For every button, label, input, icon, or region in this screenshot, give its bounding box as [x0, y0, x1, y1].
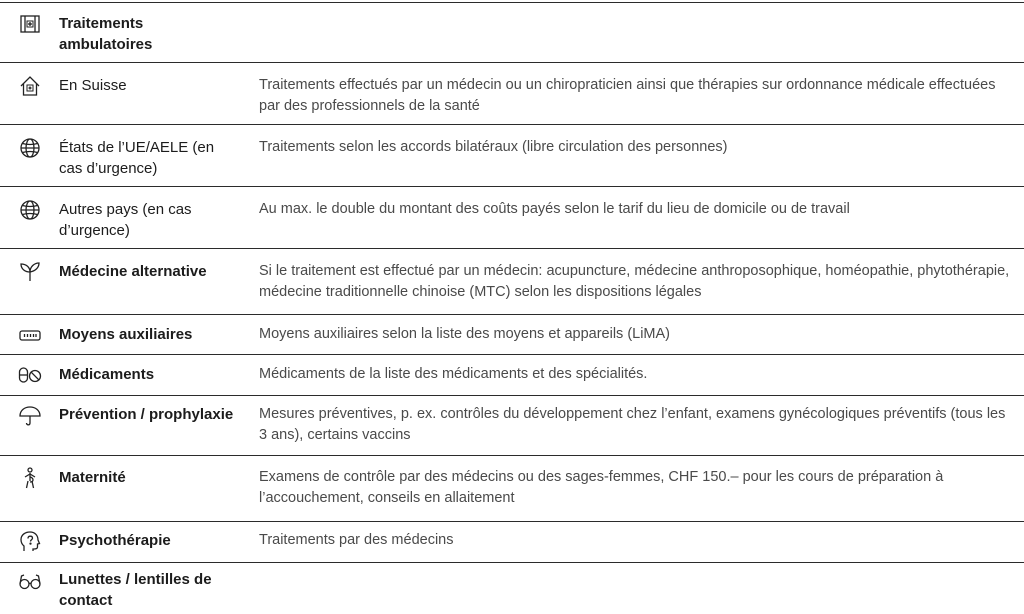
row-label: Traitements ambulatoires [59, 15, 153, 53]
row-label: Prévention / prophylaxie [59, 406, 234, 423]
sprout-icon [18, 260, 42, 284]
row-label: Médecine alternative [59, 263, 207, 280]
row-label: Moyens auxiliaires [59, 326, 193, 343]
umbrella-icon [18, 404, 42, 428]
row-label: Autres pays (en cas d’urgence) [59, 201, 192, 239]
row-label: Psychothérapie [59, 532, 171, 549]
row-description: Médicaments de la liste des médicaments et des spécialités. [259, 366, 648, 382]
row-description: Traitements effectués par un médecin ou un chiropraticien ainsi que thérapies sur ordonnance médicale effectuées par des professionnels de la santé [259, 77, 996, 114]
table-row [0, 455, 1024, 521]
row-description: Mesures préventives, p. ex. contrôles du développement chez l’enfant, examens gynécologiques préventifs (tous les 3 ans), certains vaccins [259, 406, 1006, 443]
row-description: Traitements par des médecins [259, 532, 454, 548]
table-row [0, 562, 1024, 614]
row-label: Lunettes / lentilles de contact [59, 571, 212, 609]
row-label: En Suisse [59, 77, 127, 94]
medical-case-icon [18, 12, 42, 36]
glasses-icon [18, 569, 42, 593]
table-row [0, 248, 1024, 314]
row-description: Au max. le double du montant des coûts payés selon le tarif du lieu de domicile ou de travail [259, 201, 850, 217]
row-description: Si le traitement est effectué par un médecin: acupuncture, médecine anthroposophique, homéopathie, phytothérapie, médecine traditionnelle chinoise (MTC) selon les dispositions légales [259, 263, 1010, 300]
row-description: Traitements selon les accords bilatéraux (libre circulation des personnes) [259, 139, 728, 155]
table-row [0, 314, 1024, 354]
table-row [0, 186, 1024, 248]
aid-device-icon [18, 323, 42, 347]
swiss-home-icon [18, 74, 42, 98]
globe-icon [18, 136, 42, 160]
pills-icon [18, 363, 42, 387]
row-label: États de l’UE/AELE (en cas d’urgence) [59, 139, 215, 177]
globe-icon [18, 198, 42, 222]
table-row [0, 521, 1024, 562]
table-row [0, 62, 1024, 124]
table-row [0, 2, 1024, 62]
pregnant-woman-icon [18, 466, 42, 490]
table-row [0, 354, 1024, 395]
row-description: Examens de contrôle par des médecins ou des sages-femmes, CHF 150.– pour les cours de préparation à l’accouchement, conseils en allaitement [259, 469, 944, 506]
table-row [0, 395, 1024, 455]
row-label: Maternité [59, 469, 126, 486]
row-description: Moyens auxiliaires selon la liste des moyens et appareils (LiMA) [259, 326, 671, 342]
head-mind-icon [18, 530, 42, 554]
table-row [0, 124, 1024, 186]
row-label: Médicaments [59, 366, 155, 383]
